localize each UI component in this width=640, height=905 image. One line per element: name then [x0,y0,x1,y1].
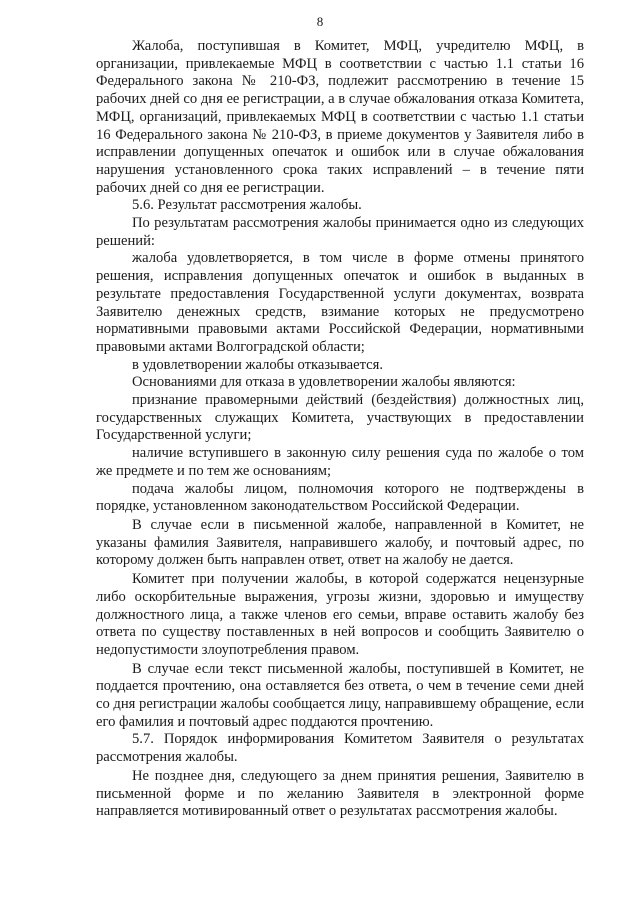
paragraph-complaint-review-term: Жалоба, поступившая в Комитет, МФЦ, учредителю МФЦ, в организации, привлекаемые МФЦ в соответствии с частью 1.1 статьи 16 Федерального закона № 210-ФЗ, подлежит рассмотрению в течение 15 рабочих дней со дня ее регистрации, а в случае обжалования отказа Комитета, МФЦ, организаций, привлекаемых МФЦ в соответствии с частью 1.1 статьи 16 Федерального закона № 210-ФЗ, в приеме документов у Заявителя либо в исправлении допущенных опечаток и ошибок или в случае обжалования нарушения установленного срока таких исправлений – в течение пяти рабочих дней со дня ее регистрации. [96,38,584,196]
paragraph-ground-no-authority: подача жалобы лицом, полномочия которого не подтверждены в порядке, установленном законодательством Российской Федерации. [96,480,584,515]
paragraph-complaint-satisfied: жалоба удовлетворяется, в том числе в форме отмены принятого решения, исправления допущенных опечаток и ошибок в выданных в результате предоставления Государственной услуги документах, возврата Заявителю денежных средств, взимание которых не предусмотрено нормативными правовыми актами Российской Федерации, нормативными правовыми актами Волгоградской области; [96,250,584,355]
section-heading-5-6: 5.6. Результат рассмотрения жалобы. [132,197,362,214]
paragraph-offensive-content: Комитет при получении жалобы, в которой содержатся нецензурные либо оскорбительные выражения, угрозы жизни, здоровью и имуществу должностного лица, а также членов его семьи, вправе оставить жалобу без ответа по существу поставленных в ней вопросов и сообщить Заявителю о недопустимости злоупотребления правом. [96,571,584,658]
paragraph-unreadable-text: В случае если текст письменной жалобы, поступившей в Комитет, не поддается прочтению, она оставляется без ответа, о чем в течение семи дней со дня регистрации жалобы сообщается лицу, направившему обращение, если его фамилия и почтовый адрес поддаются прочтению. [96,660,584,730]
paragraph-no-name-address: В случае если в письменной жалобе, направленной в Комитет, не указаны фамилия Заявителя, направившего жалобу, и почтовый адрес, по которому должен быть направлен ответ, ответ на жалобу не дается. [96,516,584,569]
paragraph-response-deadline: Не позднее дня, следующего за днем принятия решения, Заявителю в письменной форме и по желанию Заявителя в электронной форме направляется мотивированный ответ о результатах рассмотрения жалобы. [96,767,584,820]
paragraph-ground-court-decision: наличие вступившего в законную силу решения суда по жалобе о том же предмете и по тем же основаниям; [96,445,584,479]
document-body [96,38,584,821]
paragraph-decision-intro: По результатам рассмотрения жалобы принимается одно из следующих решений: [96,215,584,249]
page-number: 8 [316,14,324,29]
paragraph-rejection-grounds-intro: Основаниями для отказа в удовлетворении жалобы являются: [132,374,516,391]
section-heading-5-7: 5.7. Порядок информирования Комитетом Заявителя о результатах рассмотрения жалобы. [96,731,584,766]
paragraph-ground-lawful-actions: признание правомерными действий (бездействия) должностных лиц, государственных служащих Комитета, участвующих в предоставлении Государственной услуги; [96,392,584,444]
paragraph-complaint-rejected: в удовлетворении жалобы отказывается. [132,356,384,373]
